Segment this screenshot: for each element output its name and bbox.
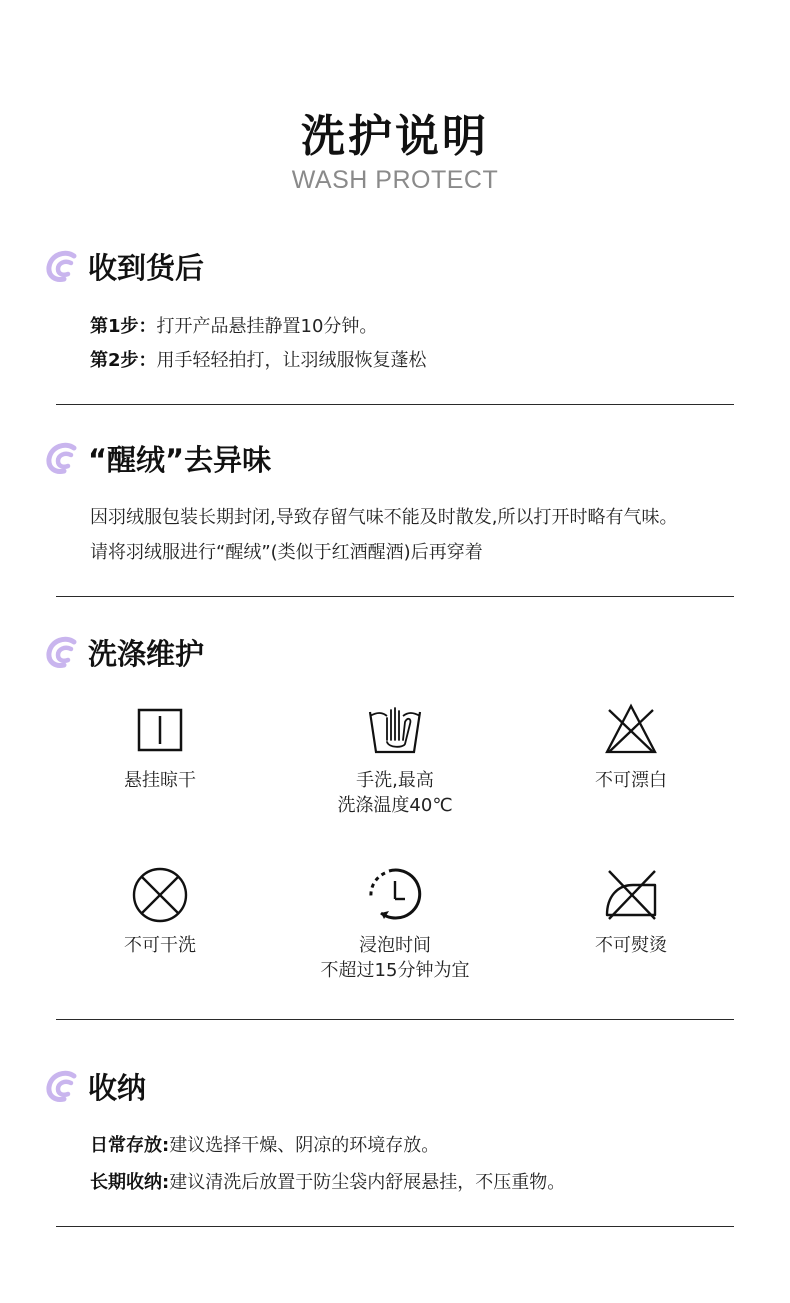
care-item-no-bleach: [531, 702, 731, 793]
storage-line-1: [90, 1131, 439, 1157]
step-text: 打开产品悬挂静置10分钟。: [156, 316, 378, 337]
deodorize-line-1: 因羽绒服包装长期封闭,导致存留气味不能及时散发,所以打开时略有气味。: [90, 507, 678, 528]
divider: [56, 404, 734, 405]
brand-logo-icon: [46, 250, 78, 282]
care-item-no-iron: [531, 867, 731, 958]
no-iron-icon: [603, 867, 659, 923]
care-item-no-dry-clean: [60, 867, 260, 958]
section-receive-header: [46, 246, 204, 286]
soak-time-icon: [367, 867, 423, 923]
storage-label: 长期收纳:: [90, 1172, 170, 1193]
section-receive-title: 收到货后: [88, 250, 205, 285]
section-wash-title: 洗涤维护: [88, 636, 205, 671]
storage-text: 建议清洗后放置于防尘袋内舒展悬挂，不压重物。: [169, 1172, 566, 1193]
page-subtitle: WASH PROTECT: [291, 166, 499, 194]
hang-dry-icon: [132, 702, 188, 758]
care-label-line1: 手洗,最高: [356, 770, 434, 791]
care-item-hang-dry: [60, 702, 260, 793]
care-label-line1: 浸泡时间: [359, 935, 431, 956]
care-label: 悬挂晾干: [124, 770, 196, 791]
care-label: 不可干洗: [124, 935, 196, 956]
section-deodorize-title: “醒绒”去异味: [88, 442, 272, 477]
care-label: 不可熨烫: [595, 935, 667, 956]
section-storage-header: [46, 1066, 146, 1106]
care-item-hand-wash: [295, 702, 495, 818]
no-bleach-icon: [603, 702, 659, 758]
divider: [56, 1019, 734, 1020]
step-text: 用手轻轻拍打，让羽绒服恢复蓬松: [156, 350, 427, 371]
page-title: 洗护说明: [301, 111, 489, 162]
hand-wash-icon: [367, 702, 423, 758]
care-label-line2: 不超过15分钟为宜: [320, 960, 470, 981]
care-label: [295, 933, 495, 983]
brand-logo-icon: [46, 442, 78, 474]
care-item-soak-time: [295, 867, 495, 983]
divider: [56, 596, 734, 597]
brand-logo-icon: [46, 636, 78, 668]
deodorize-line-2: 请将羽绒服进行“醒绒”(类似于红酒醒酒)后再穿着: [90, 542, 483, 563]
section-deodorize-header: [46, 438, 271, 478]
receive-step-2: [90, 346, 427, 372]
section-storage-title: 收纳: [88, 1070, 147, 1105]
no-dry-clean-icon: [132, 867, 188, 923]
storage-label: 日常存放:: [90, 1135, 170, 1156]
care-label-line2: 洗涤温度40℃: [337, 795, 453, 816]
storage-text: 建议选择干燥、阴凉的环境存放。: [169, 1135, 440, 1156]
storage-line-2: [90, 1168, 565, 1194]
care-label: [295, 768, 495, 818]
brand-logo-icon: [46, 1070, 78, 1102]
receive-step-1: [90, 312, 377, 338]
step-label: 第2步：: [90, 350, 157, 371]
divider: [56, 1226, 734, 1227]
step-label: 第1步：: [90, 316, 157, 337]
care-label: 不可漂白: [595, 770, 667, 791]
section-wash-header: [46, 632, 204, 672]
